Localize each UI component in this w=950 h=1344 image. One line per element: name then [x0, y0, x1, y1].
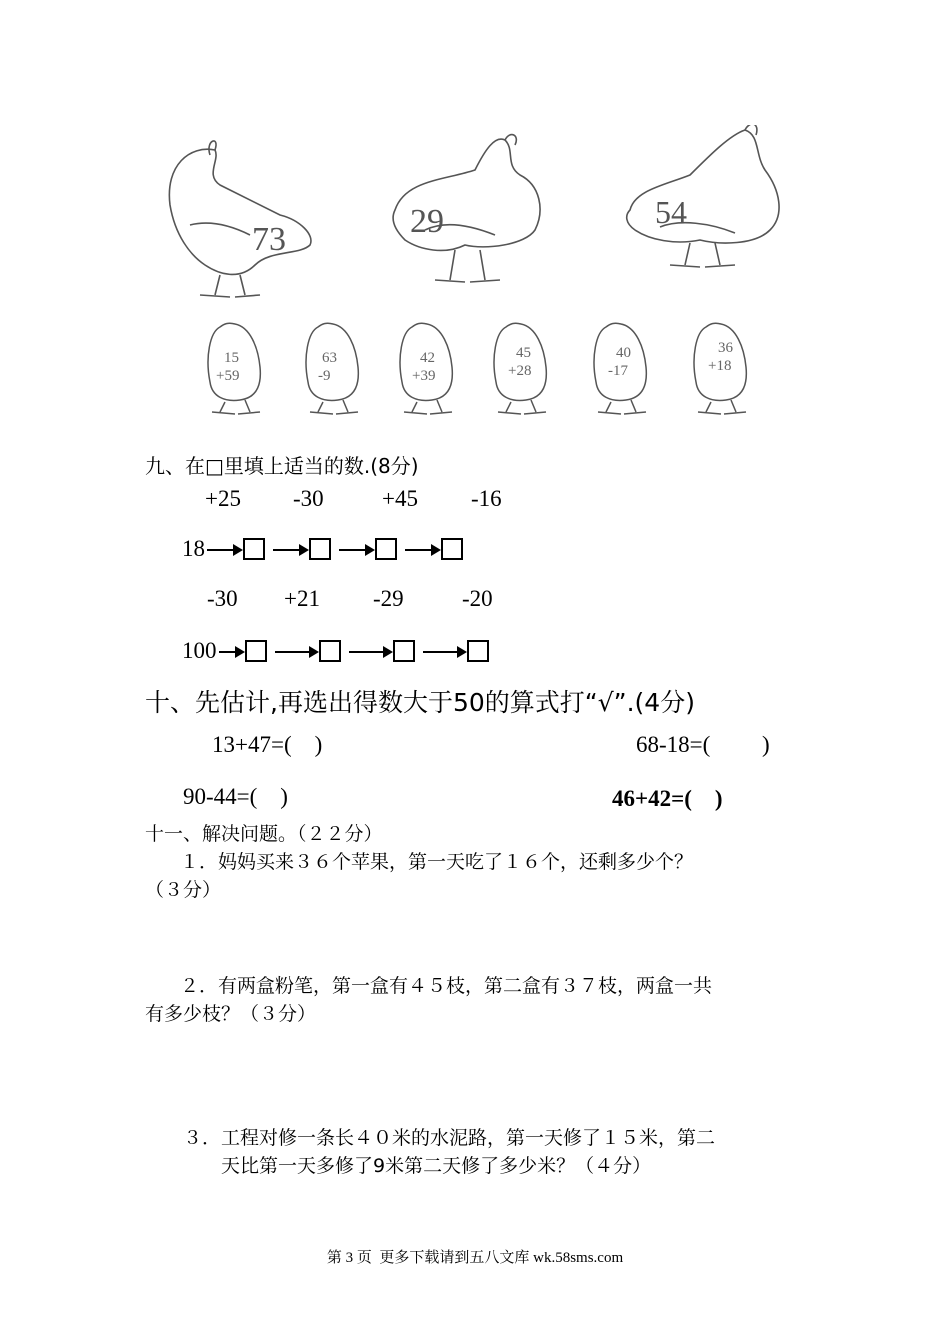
- arrow-icon: [273, 641, 319, 661]
- arrow-icon: [421, 641, 467, 661]
- hen-3: [627, 125, 779, 267]
- question-3-line1: ３．工程对修一条长４０米的水泥路，第一天修了１５米，第二: [183, 1127, 716, 1149]
- row1-op-4: -16: [471, 486, 502, 511]
- svg-text:-17: -17: [608, 363, 628, 379]
- section11-title: 十一、解决问题。（２２分）: [145, 823, 383, 845]
- arrow-icon: [271, 539, 309, 559]
- row2-op-3: -29: [373, 586, 404, 611]
- expr-1: 13+47=( ): [212, 732, 323, 757]
- row1-op-2: -30: [293, 486, 324, 511]
- row1-start: 18: [182, 536, 205, 561]
- chain-row-2: [182, 638, 489, 664]
- arrow-icon: [205, 539, 243, 559]
- arrow-icon: [347, 641, 393, 661]
- hen-3-number: 54: [655, 194, 687, 230]
- svg-text:40: 40: [616, 345, 631, 361]
- arrow-icon: [403, 539, 441, 559]
- hens-illustration: [160, 125, 800, 305]
- svg-text:+39: +39: [412, 368, 436, 384]
- chick-6: [694, 323, 746, 414]
- question-1-line1: １．妈妈买来３６个苹果，第一天吃了１６个，还剩多少个？: [180, 851, 694, 873]
- hen-1: [169, 141, 311, 297]
- arrow-icon: [217, 641, 245, 661]
- svg-text:45: 45: [516, 345, 531, 361]
- svg-text:63: 63: [322, 350, 337, 366]
- answer-box-7[interactable]: [393, 640, 415, 662]
- chick-2: [306, 323, 358, 414]
- svg-text:+59: +59: [216, 368, 240, 384]
- svg-text:+28: +28: [508, 363, 532, 379]
- question-1-line2: （３分）: [145, 879, 222, 901]
- svg-text:-9: -9: [318, 368, 331, 384]
- arrow-icon: [337, 539, 375, 559]
- question-2-line2: 有多少枝？（３分）: [145, 1003, 317, 1025]
- question-3-line2: 天比第一天多修了9米第二天修了多少米？（４分）: [221, 1155, 652, 1177]
- chick-1: [208, 323, 260, 414]
- section9-title: 九、在□里填上适当的数.(8分): [145, 454, 419, 478]
- row2-op-2: +21: [284, 586, 320, 611]
- svg-text:15: 15: [224, 350, 239, 366]
- row2-start: 100: [182, 638, 217, 663]
- row1-op-3: +45: [382, 486, 418, 511]
- row2-op-4: -20: [462, 586, 493, 611]
- answer-box-3[interactable]: [375, 538, 397, 560]
- answer-box-6[interactable]: [319, 640, 341, 662]
- answer-box-5[interactable]: [245, 640, 267, 662]
- answer-box-4[interactable]: [441, 538, 463, 560]
- chain-row-1: [182, 536, 463, 562]
- section10-title: 十、先估计,再选出得数大于50的算式打“√”.(4分): [145, 688, 695, 717]
- answer-box-2[interactable]: [309, 538, 331, 560]
- page-footer: 第 3 页 更多下载请到五八文库 wk.58sms.com: [326, 1250, 624, 1266]
- chick-3: [400, 323, 452, 414]
- expr-2: 68-18=( ): [636, 732, 770, 757]
- expr-3: 90-44=( ): [183, 784, 288, 809]
- hen-2-number: 29: [410, 203, 444, 240]
- chicks-illustration: [190, 312, 780, 422]
- svg-text:36: 36: [718, 340, 733, 356]
- hen-1-number: 73: [252, 221, 286, 258]
- question-2-line1: ２．有两盒粉笔，第一盒有４５枝，第二盒有３７枝，两盒一共: [180, 975, 713, 997]
- answer-box-8[interactable]: [467, 640, 489, 662]
- hen-2: [393, 135, 540, 282]
- row1-op-1: +25: [205, 486, 241, 511]
- chick-4: [494, 323, 546, 414]
- svg-text:+18: +18: [708, 358, 732, 374]
- answer-box-1[interactable]: [243, 538, 265, 560]
- svg-text:42: 42: [420, 350, 435, 366]
- chick-5: [594, 323, 646, 414]
- expr-4: 46+42=( ): [612, 786, 723, 811]
- row2-op-1: -30: [207, 586, 238, 611]
